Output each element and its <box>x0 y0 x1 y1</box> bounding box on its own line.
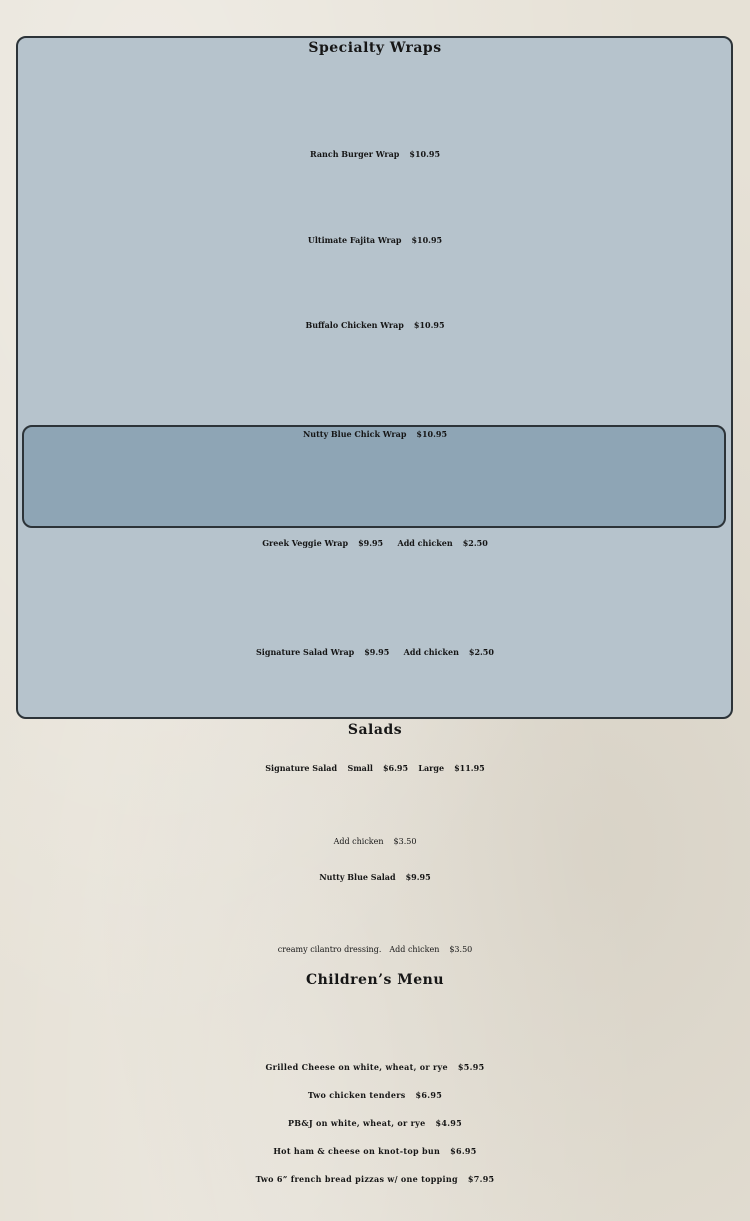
item-price: $4.95 <box>435 1118 463 1128</box>
item-price: $10.95 <box>409 149 441 159</box>
menu-item-title <box>0 320 750 330</box>
menu-item-title <box>0 429 750 439</box>
item-price: $11.95 <box>454 763 485 773</box>
addon-price: $3.50 <box>449 945 473 954</box>
item-name: Signature Salad <box>265 763 338 773</box>
kids-menu-item <box>0 1118 750 1128</box>
item-name: Ultimate Fajita Wrap <box>307 235 402 245</box>
item-name: PB&J on white, wheat, or rye <box>287 1118 426 1128</box>
section-title-children: Children’s Menu <box>305 972 445 988</box>
item-name: Buffalo Chicken Wrap <box>305 320 404 330</box>
menu-item-title <box>0 235 750 245</box>
size-label: Small <box>347 763 373 773</box>
featured-wrap-highlight <box>22 425 726 528</box>
menu-item-title <box>0 647 750 657</box>
item-price: $10.95 <box>416 429 448 439</box>
item-name: Two chicken tenders <box>307 1090 406 1100</box>
menu-item-title <box>0 763 750 773</box>
addon-label: Add chicken <box>403 647 459 657</box>
item-name: Nutty Blue Chick Wrap <box>302 429 407 439</box>
item-description: creamy cilantro dressing. <box>277 945 382 954</box>
item-price: $7.95 <box>467 1174 495 1184</box>
item-price: $10.95 <box>413 320 445 330</box>
addon-price: $2.50 <box>468 647 494 657</box>
addon-label: Add chicken <box>333 837 384 846</box>
item-name: Ranch Burger Wrap <box>309 149 400 159</box>
size-label: Large <box>418 763 445 773</box>
item-name: Greek Veggie Wrap <box>262 538 349 548</box>
kids-menu-item <box>0 1062 750 1072</box>
item-price: $10.95 <box>411 235 443 245</box>
item-price: $6.95 <box>450 1146 477 1156</box>
item-price: $9.95 <box>358 538 384 548</box>
section-title-wraps: Specialty Wraps <box>308 40 442 56</box>
item-description-with-addon <box>0 945 750 954</box>
addon-label: Add chicken <box>397 538 453 548</box>
kids-menu-item <box>0 1174 750 1184</box>
menu-item-title <box>0 538 750 548</box>
item-price: $9.95 <box>405 872 431 882</box>
item-price: $5.95 <box>457 1062 485 1072</box>
item-name: Nutty Blue Salad <box>319 872 396 882</box>
addon-price: $3.50 <box>393 837 417 846</box>
kids-menu-item <box>0 1090 750 1100</box>
item-name: Hot ham & cheese on knot-top bun <box>273 1146 441 1156</box>
item-price: $6.95 <box>415 1090 443 1100</box>
item-name: Signature Salad Wrap <box>256 647 355 657</box>
menu-item-title <box>0 872 750 882</box>
item-price: $6.95 <box>382 763 409 773</box>
kids-menu-item <box>0 1146 750 1156</box>
addon-line <box>0 837 750 846</box>
section-title-salads: Salads <box>347 722 403 738</box>
menu-item-title <box>0 149 750 159</box>
addon-label: Add chicken <box>389 945 440 954</box>
item-name: Grilled Cheese on white, wheat, or rye <box>265 1062 448 1072</box>
item-price: $9.95 <box>364 647 390 657</box>
specialty-wraps-panel <box>16 36 733 719</box>
item-name: Two 6” french bread pizzas w/ one topping <box>255 1174 458 1184</box>
addon-price: $2.50 <box>462 538 488 548</box>
